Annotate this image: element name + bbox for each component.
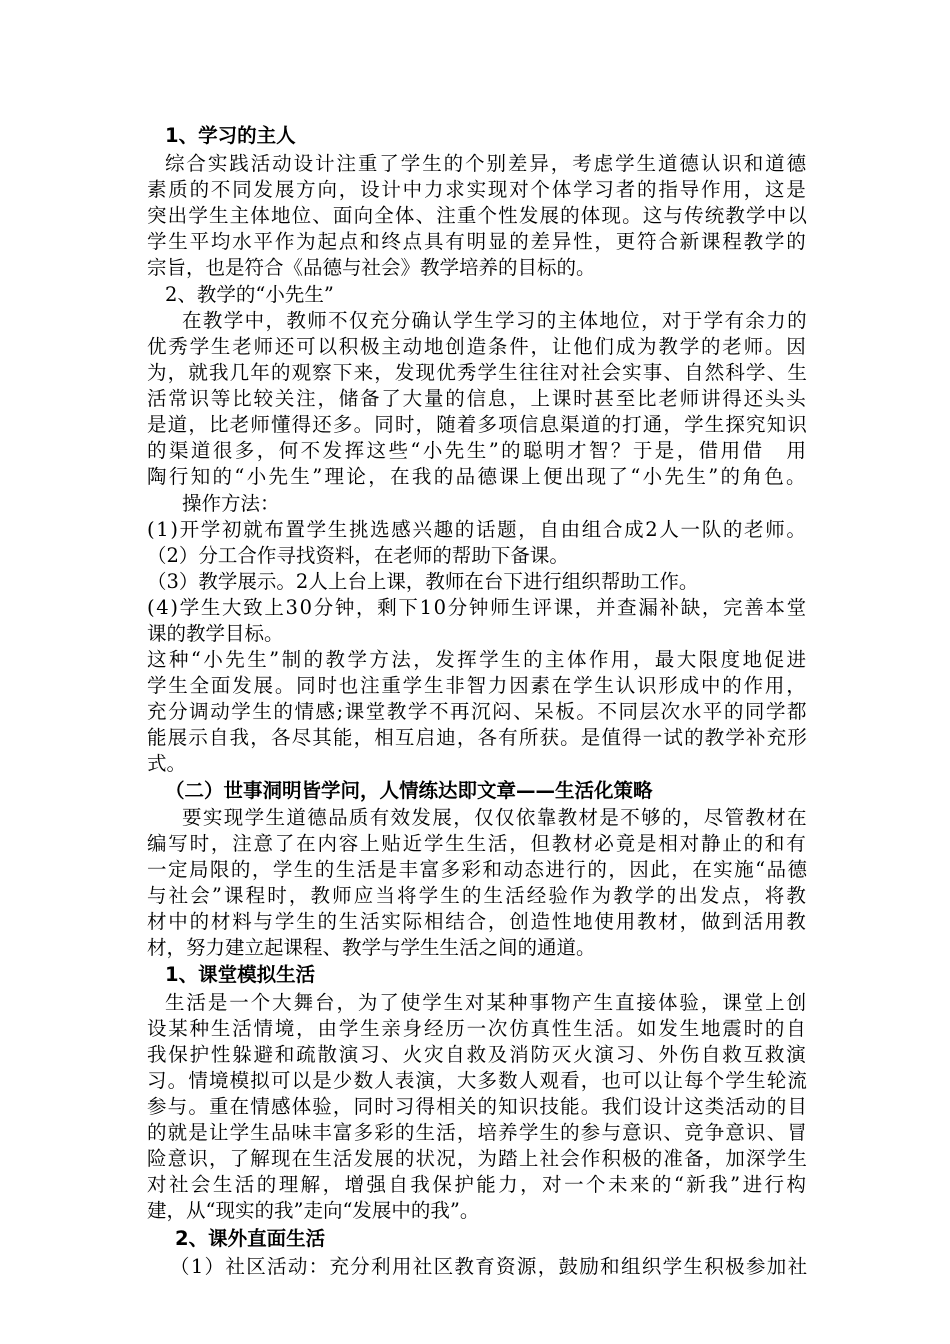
list-item: （1）社区活动：充分利用社区教育资源，鼓励和组织学生积极参加社 [170,1255,809,1278]
text-line: 能展示自我，各尽其能，相互启迪，各有所获。是值得一试的教学补充形 [147,726,809,749]
text-line: 险意识，了解现在生活发展的状况，为踏上社会作积极的准备，加深学生 [147,1147,809,1170]
text-line: 是道，比老师懂得还多。同时，随着多项信息渠道的打通，学生探究知识 [147,413,809,436]
heading-4: 2、课外直面生活 [175,1227,326,1250]
text-line: 设某种生活情境，由学生亲身经历一次仿真性生活。如发生地震时的自 [147,1017,808,1040]
heading-2: 2、教学的“小先生” [165,283,334,306]
text-line: 材，努力建立起课程、教学与学生生活之间的通道。 [147,936,596,959]
text-line: 操作方法： [182,492,280,515]
text-line: 充分调动学生的情感;课堂教学不再沉闷、呆板。不同层次水平的同学都 [147,700,809,723]
text-line: 参与。重在情感体验，同时习得相关的知识技能。我们设计这类活动的目 [147,1095,809,1118]
text-line: 要实现学生道德品质有效发展，仅仅依靠教材是不够的，尽管教材在 [182,806,809,829]
list-item: (1)开学初就布置学生挑选感兴趣的话题，自由组合成2人一队的老师。 [147,518,808,541]
text-line: 为，就我几年的观察下来，发现优秀学生往往对社会实事、自然科学、生 [147,361,809,384]
text-line: 对社会生活的理解，增强自我保护能力，对一个未来的“新我”进行构 [147,1173,809,1196]
text-line: 建，从“现实的我”走向“发展中的我”。 [147,1199,480,1222]
text-line: 陶行知的“小先生”理论，在我的品德课上便出现了“小先生”的角色。 [147,465,808,488]
text-line: 式。 [147,752,187,775]
list-item: （3）教学展示。2人上台上课，教师在台下进行组织帮助工作。 [147,570,699,593]
list-item: （2）分工合作寻找资料，在老师的帮助下备课。 [147,544,569,567]
text-line: 生活是一个大舞台，为了使学生对某种事物产生直接体验，课堂上创 [165,991,808,1014]
text-line: 宗旨，也是符合《品德与社会》教学培养的目标的。 [147,256,596,279]
heading-1: 1、学习的主人 [165,124,296,147]
text-line: 活常识等比较关注，储备了大量的信息，上课时甚至比老师讲得还头头 [147,387,808,410]
text-line: 综合实践活动设计注重了学生的个别差异，考虑学生道德认识和道德 [165,152,808,175]
text-line: 学生全面发展。同时也注重学生非智力因素在学生认识形成中的作用， [147,674,808,697]
text-line: 在教学中，教师不仅充分确认学生学习的主体地位，对于学有余力的 [182,309,809,332]
text-line: 这种“小先生”制的教学方法，发挥学生的主体作用，最大限度地促进 [147,648,809,671]
text-line: 与社会”课程时，教师应当将学生的生活经验作为教学的出发点，将教 [147,884,808,907]
heading-3: 1、课堂模拟生活 [165,963,316,986]
text-line: 编写时，注意了在内容上贴近学生生活，但教材必竟是相对静止的和有 [147,832,808,855]
text-line: 一定局限的，学生的生活是丰富多彩和动态进行的，因此，在实施“品德 [147,858,809,881]
text-line: 我保护性躲避和疏散演习、火灾自救及消防灭火演习、外伤自救互救演 [147,1043,808,1066]
list-item: (4)学生大致上30分钟，剩下10分钟师生评课，并查漏补缺，完善本堂 [147,596,808,619]
text-line: 课的教学目标。 [147,622,284,645]
text-line: 优秀学生老师还可以积极主动地创造条件，让他们成为教学的老师。因 [147,335,808,358]
text-line: 突出学生主体地位、面向全体、注重个性发展的体现。这与传统教学中以 [147,204,809,227]
text-line: 的渠道很多，何不发挥这些“小先生”的聪明才智？于是，借用借 用 [147,439,809,462]
text-line: 学生平均水平作为起点和终点具有明显的差异性，更符合新课程教学的 [147,230,808,253]
text-line: 习。情境模拟可以是少数人表演，大多数人观看，也可以让每个学生轮流 [147,1069,809,1092]
text-line: 素质的不同发展方向，设计中力求实现对个体学习者的指导作用，这是 [147,178,808,201]
section-heading: （二）世事洞明皆学问，人情练达即文章——生活化策略 [165,779,653,802]
text-line: 材中的材料与学生的生活实际相结合，创造性地使用教材，做到活用教 [147,910,808,933]
text-line: 的就是让学生品味丰富多彩的生活，培养学生的参与意识、竞争意识、冒 [147,1121,809,1144]
